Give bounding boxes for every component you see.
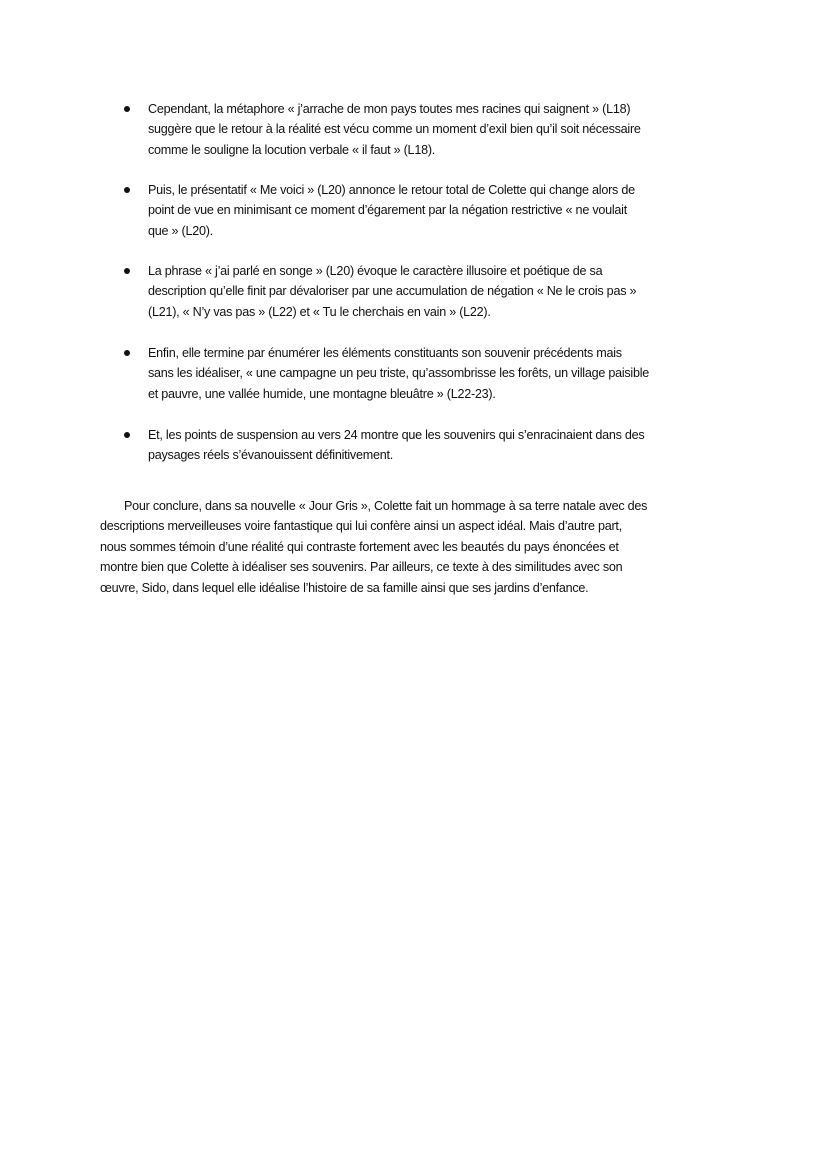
bullet-icon <box>124 432 130 438</box>
text-line: œuvre, Sido, dans lequel elle idéalise l’histoire de sa famille ainsi que ses jardins d’enfance. <box>100 580 589 595</box>
text-line: suggère que le retour à la réalité est vécu comme un moment d’exil bien qu’il soit nécessaire <box>148 122 641 137</box>
text-line: Enfin, elle termine par énumérer les éléments constituants son souvenir précédents mais <box>148 346 622 360</box>
text-line: et pauvre, une vallée humide, une montagne bleuâtre » (L22-23). <box>148 386 496 401</box>
text-line: Pour conclure, dans sa nouvelle « Jour Gris », Colette fait un hommage à sa terre natale avec des <box>124 499 648 513</box>
text-line: Et, les points de suspension au vers 24 montre que les souvenirs qui s’enracinaient dans des <box>148 428 645 442</box>
text-line: comme le souligne la locution verbale « il faut » (L18). <box>148 142 436 157</box>
text-line: Cependant, la métaphore « j’arrache de mon pays toutes mes racines qui saignent » (L18) <box>148 102 631 116</box>
text-line: que » (L20). <box>148 223 213 238</box>
text-line: descriptions merveilleuses voire fantastique qui lui confère ainsi un aspect idéal. Mais d’autre part, <box>100 519 622 534</box>
text-line: nous sommes témoin d’une réalité qui contraste fortement avec les beautés du pays énoncées et <box>100 539 619 554</box>
text-line: montre bien que Colette à idéaliser ses souvenirs. Par ailleurs, ce texte à des similitudes avec son <box>100 560 623 575</box>
bullet-icon <box>124 106 130 112</box>
bullet-icon <box>124 350 130 356</box>
text-line: La phrase « j’ai parlé en songe » (L20) évoque le caractère illusoire et poétique de sa <box>148 264 603 278</box>
text-line: point de vue en minimisant ce moment d’égarement par la négation restrictive « ne voulait <box>148 203 627 218</box>
text-line: paysages réels s’évanouissent définitivement. <box>148 448 393 463</box>
text-line: Puis, le présentatif « Me voici » (L20) annonce le retour total de Colette qui change alors de <box>148 183 635 197</box>
text-line: sans les idéaliser, « une campagne un peu triste, qu’assombrisse les forêts, un village paisible <box>148 366 650 381</box>
bullet-icon <box>124 187 130 193</box>
text-line: (L21), « N’y vas pas » (L22) et « Tu le cherchais en vain » (L22). <box>148 304 491 319</box>
bullet-icon <box>124 268 130 274</box>
text-line: description qu’elle finit par dévaloriser par une accumulation de négation « Ne le crois pas » <box>148 284 637 299</box>
